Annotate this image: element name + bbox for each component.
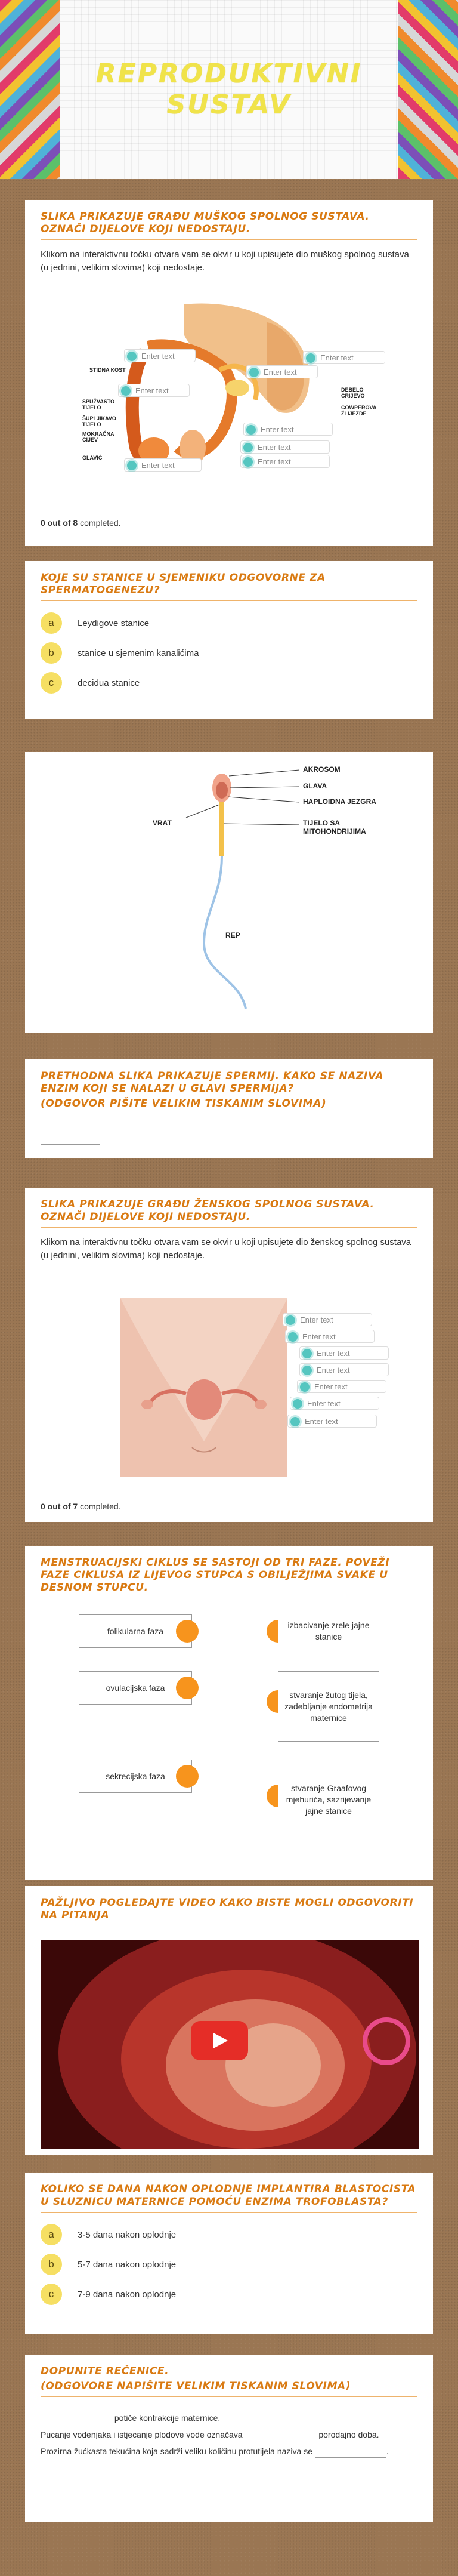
female-anatomy-image bbox=[120, 1298, 287, 1477]
hotspot-dot-icon bbox=[290, 1417, 300, 1426]
q3-option-a[interactable]: a 3-5 dana nakon oplodnje bbox=[41, 2224, 433, 2245]
female-instructions: Klikom na interaktivnu točku otvara vam se okvir u koji upisujete dio ženskog spolnog sustava (u jednini, velikim slovima) koji nedostaje. bbox=[41, 1237, 411, 1261]
video-play-button[interactable] bbox=[191, 2021, 248, 2060]
hotspot-dot-icon bbox=[243, 443, 253, 452]
male-instructions: Klikom na interaktivnu točku otvara vam se okvir u koji upisujete dio muškog spolnog sustava (u jednini, velikim slovima) koji nedostaje. bbox=[41, 249, 409, 273]
male-label-mokracna: MOKRAĆNA CIJEV bbox=[82, 431, 114, 443]
header-stripes-right bbox=[398, 0, 458, 179]
q3-option-b[interactable]: b 5-7 dana nakon oplodnje bbox=[41, 2254, 433, 2275]
sperm-image-section bbox=[25, 752, 433, 1033]
sperm-label-tijelo: TIJELO SA MITOHONDRIJIMA bbox=[303, 819, 366, 836]
male-hotspot-1[interactable]: Enter text bbox=[124, 349, 196, 362]
hotspot-dot-icon bbox=[302, 1366, 312, 1375]
video-player[interactable] bbox=[41, 1940, 419, 2149]
hotspot-dot-icon bbox=[249, 368, 259, 377]
hotspot-dot-icon bbox=[302, 1349, 312, 1358]
header-stripes-left bbox=[0, 0, 60, 179]
male-label-spuzvasto: SPUŽVASTO TIJELO bbox=[82, 399, 115, 411]
q2-answer-input[interactable] bbox=[41, 1136, 100, 1145]
male-hotspot-2[interactable]: Enter text bbox=[118, 384, 190, 397]
male-section bbox=[25, 200, 433, 546]
match-right-2[interactable]: stvaranje žutog tijela, zadebljanje endometrija maternice bbox=[278, 1671, 379, 1742]
female-hotspot-2[interactable]: Enter text bbox=[285, 1330, 375, 1343]
match-title: MENSTRUACIJSKI CIKLUS SE SASTOJI OD TRI FAZE. POVEŽI FAZE CIKLUSA IZ LIJEVOG STUPCA S OBILJEŽJIMA SVAKE U DESNOM STUPCU. bbox=[41, 1557, 390, 1594]
match-left-1-dot[interactable] bbox=[176, 1620, 199, 1643]
male-label-supljikavo: ŠUPLJIKAVO TIJELO bbox=[82, 415, 116, 427]
female-hotspot-3[interactable]: Enter text bbox=[299, 1346, 389, 1360]
match-right-3[interactable]: stvaranje Graafovog mjehurića, sazrijevanje jajne stanice bbox=[278, 1758, 379, 1841]
male-hotspot-6[interactable]: Enter text bbox=[240, 440, 330, 454]
male-label-debelo: DEBELO CRIJEVO bbox=[341, 387, 365, 399]
fill-subtitle: (ODGOVORE NAPIŠITE VELIKIM TISKANIM SLOVIMA) bbox=[41, 2380, 417, 2397]
male-hotspot-3[interactable]: Enter text bbox=[246, 365, 318, 378]
q3-option-c[interactable]: c 7-9 dana nakon oplodnje bbox=[41, 2284, 433, 2304]
q2-title: PRETHODNA SLIKA PRIKAZUJE SPERMIJ. KAKO SE NAZIVA ENZIM KOJI SE NALAZI U GLAVI SPERMIJA? bbox=[41, 1070, 384, 1095]
hotspot-dot-icon bbox=[306, 353, 315, 363]
male-hotspot-4[interactable]: Enter text bbox=[303, 351, 385, 364]
sperm-label-rep: REP bbox=[225, 931, 240, 939]
male-hotspot-8[interactable]: Enter text bbox=[124, 458, 202, 472]
match-left-2[interactable]: ovulacijska faza bbox=[79, 1671, 192, 1705]
hotspot-dot-icon bbox=[288, 1332, 298, 1342]
hotspot-dot-icon bbox=[243, 457, 253, 467]
match-section bbox=[25, 1546, 433, 1880]
fill-section bbox=[25, 2355, 433, 2522]
male-label-glavic: GLAVIĆ bbox=[82, 455, 103, 461]
female-hotspot-7[interactable]: Enter text bbox=[287, 1415, 377, 1428]
q1-option-a[interactable]: a Leydigove stanice bbox=[41, 613, 433, 633]
female-hotspot-1[interactable]: Enter text bbox=[283, 1313, 372, 1326]
q1-option-c[interactable]: c decidua stanice bbox=[41, 673, 433, 693]
hotspot-dot-icon bbox=[293, 1399, 302, 1409]
hotspot-dot-icon bbox=[300, 1382, 310, 1392]
match-left-3[interactable]: sekrecijska faza bbox=[79, 1760, 192, 1793]
q3-title: KOLIKO SE DANA NAKON OPLODNJE IMPLANTIRA BLASTOCISTA U SLUZNICU MATERNICE POMOĆU ENZIMA TROFOBLASTA? bbox=[41, 2183, 417, 2213]
male-completed-status: 0 out of 8 completed. bbox=[41, 518, 121, 528]
video-section bbox=[25, 1886, 433, 2155]
female-hotspot-4[interactable]: Enter text bbox=[299, 1363, 389, 1376]
q3-section bbox=[25, 2173, 433, 2334]
hotspot-dot-icon bbox=[127, 461, 137, 470]
page-title: REPRODUKTIVNI SUSTAV bbox=[95, 58, 363, 120]
fill-blank-3[interactable] bbox=[315, 2449, 386, 2458]
sperm-label-glava: GLAVA bbox=[303, 782, 327, 790]
sperm-label-vrat: VRAT bbox=[153, 819, 172, 827]
hotspot-dot-icon bbox=[121, 386, 131, 396]
q1-title: KOJE SU STANICE U SJEMENIKU ODGOVORNE ZA SPERMATOGENEZU? bbox=[41, 572, 417, 601]
q1-section bbox=[25, 561, 433, 719]
male-hotspot-5[interactable]: Enter text bbox=[243, 423, 333, 436]
q1-option-b[interactable]: b stanice u sjemenim kanalićima bbox=[41, 643, 433, 663]
match-left-1[interactable]: folikularna faza bbox=[79, 1614, 192, 1648]
male-hotspot-7[interactable]: Enter text bbox=[240, 455, 330, 468]
header-banner bbox=[60, 0, 398, 179]
play-icon bbox=[191, 2021, 248, 2060]
male-anatomy-illustration bbox=[41, 298, 422, 472]
female-hotspot-5[interactable]: Enter text bbox=[297, 1380, 386, 1393]
male-label-stidna-kost: STIDNA KOST bbox=[89, 367, 126, 373]
male-hotspot-image bbox=[41, 298, 422, 472]
male-section-title: SLIKA PRIKAZUJE GRAĐU MUŠKOG SPOLNOG SUSTAVA. OZNAČI DIJELOVE KOJI NEDOSTAJU. bbox=[41, 211, 417, 240]
female-section-title: SLIKA PRIKAZUJE GRAĐU ŽENSKOG SPOLNOG SUSTAVA. OZNAČI DIJELOVE KOJI NEDOSTAJU. bbox=[41, 1198, 417, 1228]
sperm-label-akrosom: AKROSOM bbox=[303, 765, 341, 774]
match-left-2-dot[interactable] bbox=[176, 1677, 199, 1699]
q2-subtitle: (ODGOVOR PIŠITE VELIKIM TISKANIM SLOVIMA) bbox=[41, 1098, 417, 1114]
video-title: PAŽLJIVO POGLEDAJTE VIDEO KAKO BISTE MOGLI ODGOVORITI NA PITANJA bbox=[41, 1897, 414, 1921]
hotspot-dot-icon bbox=[246, 425, 256, 435]
female-section bbox=[25, 1188, 433, 1522]
q2-section bbox=[25, 1059, 433, 1158]
fill-sentence-3: Prozirna žućkasta tekućina koja sadrži veliku količinu protutijela naziva se . bbox=[41, 2445, 417, 2458]
fill-blank-1[interactable] bbox=[41, 2415, 112, 2424]
fill-sentence-2: Pucanje vodenjaka i istjecanje plodove vode označava porodajno doba. bbox=[41, 2428, 417, 2441]
female-anatomy-illustration bbox=[120, 1298, 287, 1477]
hotspot-dot-icon bbox=[286, 1315, 295, 1325]
female-hotspot-6[interactable]: Enter text bbox=[290, 1397, 379, 1410]
hotspot-dot-icon bbox=[127, 352, 137, 361]
fill-title: DOPUNITE REČENICE. bbox=[41, 2365, 169, 2377]
fill-blank-2[interactable] bbox=[245, 2432, 316, 2441]
sperm-label-haploidna: HAPLOIDNA JEZGRA bbox=[303, 797, 376, 806]
sperm-illustration bbox=[25, 752, 433, 1033]
fill-sentence-1: potiče kontrakcije maternice. bbox=[41, 2411, 417, 2424]
match-left-3-dot[interactable] bbox=[176, 1765, 199, 1788]
female-completed-status: 0 out of 7 completed. bbox=[41, 1502, 121, 1511]
male-label-cowper: COWPEROVA ŽLIJEZDE bbox=[341, 405, 377, 417]
match-right-1[interactable]: izbacivanje zrele jajne stanice bbox=[278, 1614, 379, 1648]
